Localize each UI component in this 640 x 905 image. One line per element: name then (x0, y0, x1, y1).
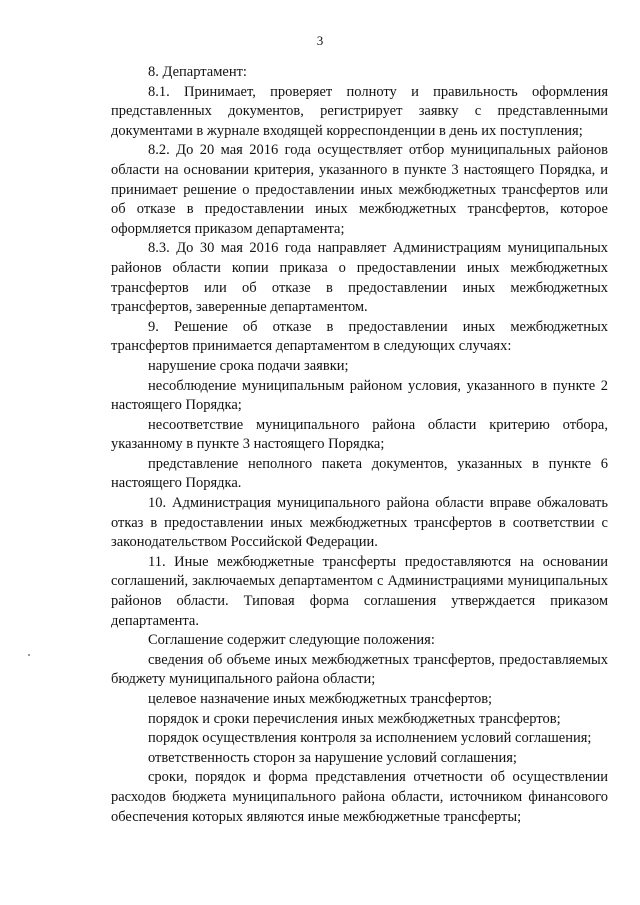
refusal-case-item: представление неполного пакета документов, указанных в пункте 6 настоящего Порядка. (111, 455, 608, 492)
paragraph-8-3: 8.3. До 30 мая 2016 года направляет Администрациям муниципальных районов области копии приказа о предоставлении иных межбюджетных трансфертов или об отказе в предоставлении иных межбюджетных трансфертов, заверенные департаментом. (111, 240, 608, 316)
paragraph-10: 10. Администрация муниципального района области вправе обжаловать отказ в предоставлении иных межбюджетных трансфертов в соответствии с законодательством Российской Федерации. (111, 495, 608, 551)
agreement-provisions-heading: Соглашение содержит следующие положения: (148, 632, 435, 649)
agreement-provision-item: ответственность сторон за нарушение условий соглашения; (148, 749, 517, 766)
section-8-heading: 8. Департамент: (148, 64, 247, 80)
paragraph-8-2: 8.2. До 20 мая 2016 года осуществляет отбор муниципальных районов области на основании критерия, указанного в пункте 3 настоящего Порядка, и принимает решение о предоставлении иных межбюджетных трансфертов или об отказе в предоставлении иных межбюджетных трансфертов, которое оформляется приказом департамента; (111, 142, 608, 237)
scan-margin-speck (28, 654, 30, 656)
paragraph-11: 11. Иные межбюджетные трансферты предоставляются на основании соглашений, заключаемых департаментом с Администрациями муниципальных районов области. Типовая форма соглашения утверждается приказом департамента. (111, 553, 608, 629)
agreement-provision-item: порядок осуществления контроля за исполнением условий соглашения; (148, 730, 592, 747)
document-body (111, 63, 608, 827)
refusal-case-item: несоответствие муниципального района области критерию отбора, указанному в пункте 3 настоящего Порядка; (111, 416, 608, 453)
refusal-case-item: нарушение срока подачи заявки; (148, 357, 349, 374)
page-number: 3 (316, 33, 324, 48)
agreement-provision-item: целевое назначение иных межбюджетных трансфертов; (148, 691, 493, 707)
agreement-provision-item: сведения об объеме иных межбюджетных трансфертов, предоставляемых бюджету муниципального района области; (111, 651, 608, 688)
agreement-provision-item: сроки, порядок и форма представления отчетности об осуществлении расходов бюджета муниципального района области, источником финансового обеспечения которых являются иные межбюджетные трансферты; (111, 769, 608, 825)
agreement-provision-item: порядок и сроки перечисления иных межбюджетных трансфертов; (148, 710, 561, 727)
paragraph-8-1: 8.1. Принимает, проверяет полноту и правильность оформления представленных документов, регистрирует заявку с представленными документами в журнале входящей корреспонденции в день их поступления; (111, 83, 608, 139)
paragraph-9: 9. Решение об отказе в предоставлении иных межбюджетных трансфертов принимается департаментом в следующих случаях: (111, 318, 608, 355)
refusal-case-item: несоблюдение муниципальным районом условия, указанного в пункте 2 настоящего Порядка; (111, 377, 608, 414)
